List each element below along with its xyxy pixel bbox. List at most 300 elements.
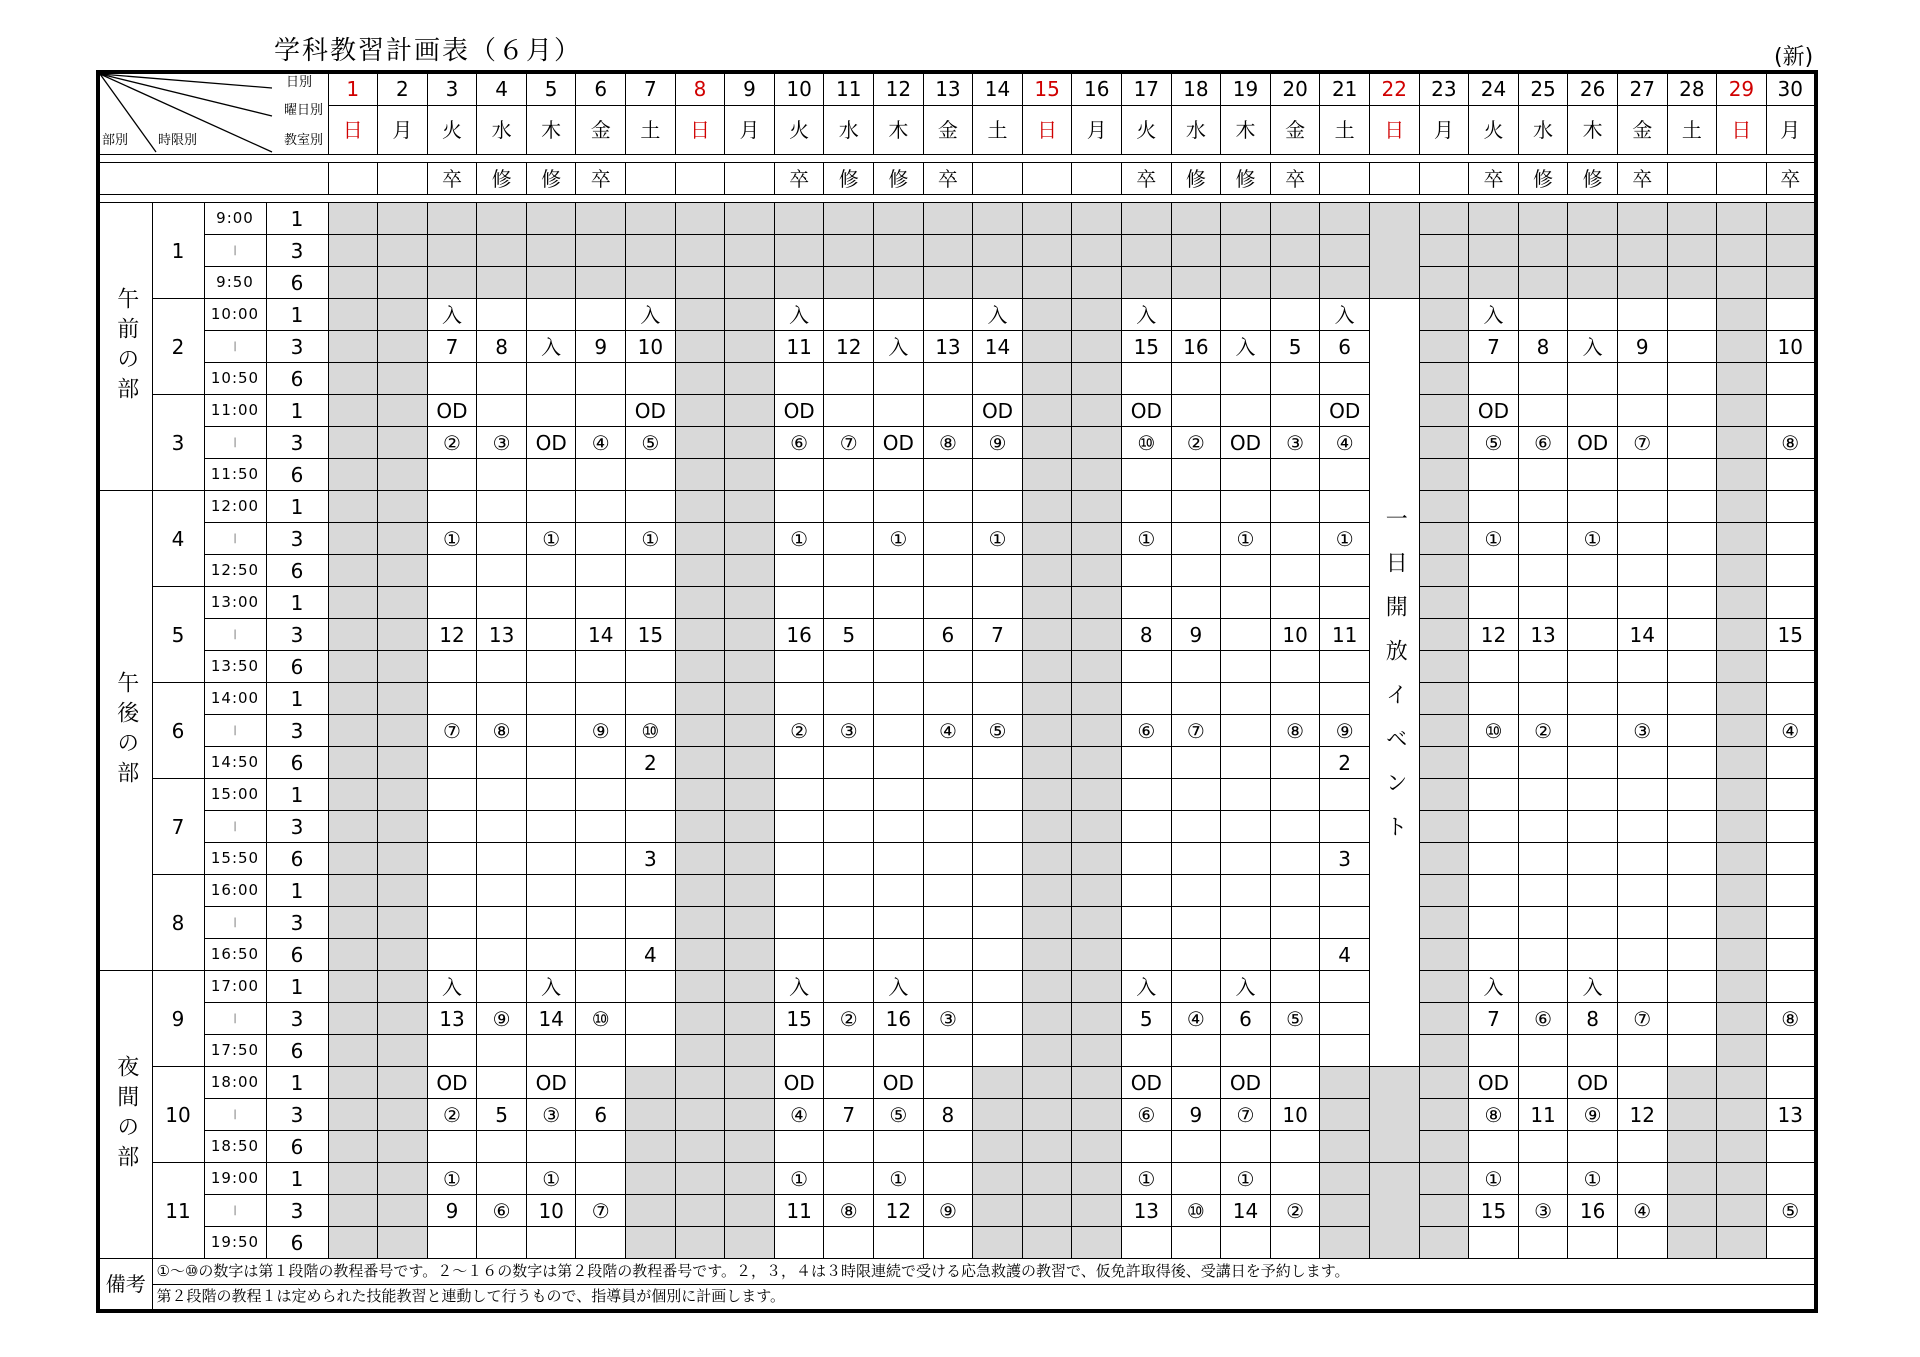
period-number: 9 [152,971,204,1067]
remarks-label: 備考 [98,1259,152,1311]
day-cell [1270,875,1320,907]
day-cell [1122,683,1172,715]
day-cell [1617,491,1667,523]
day-cell [923,1227,973,1259]
day-cell [824,1227,874,1259]
day-cell [1122,555,1172,587]
room-number: 3 [266,1099,328,1131]
room-number: 1 [266,203,328,235]
day-cell [526,459,576,491]
weekday-cell: 日 [1717,105,1767,155]
day-cell [1270,491,1320,523]
day-cell [1667,971,1717,1003]
day-cell [1419,1067,1469,1099]
day-cell: 入 [1221,331,1271,363]
day-cell [1419,523,1469,555]
day-cell [328,1131,378,1163]
day-cell: 11 [774,1195,824,1227]
day-cell [675,331,725,363]
marker-cell: 修 [1221,163,1271,195]
day-cell [576,1067,626,1099]
day-cell: 12 [427,619,477,651]
room-number: 3 [266,427,328,459]
day-cell [1072,1131,1122,1163]
day-cell [328,363,378,395]
day-cell [1667,811,1717,843]
day-cell [1617,907,1667,939]
day-cell [477,875,527,907]
day-cell: OD [427,1067,477,1099]
day-cell [1766,875,1816,907]
day-cell [1022,1227,1072,1259]
day-cell: OD [1568,1067,1618,1099]
day-cell [1221,1227,1271,1259]
marker-cell: 修 [824,163,874,195]
room-number: 6 [266,651,328,683]
day-cell [1667,523,1717,555]
day-cell [1171,907,1221,939]
day-cell [675,1099,725,1131]
room-number: 6 [266,1035,328,1067]
day-cell [477,1131,527,1163]
day-cell [477,203,527,235]
weekday-cell: 月 [378,105,428,155]
day-cell [1667,395,1717,427]
period-end-time: 9:50 [204,267,266,299]
day-cell [1270,651,1320,683]
weekday-axis-label: 曜日別 [284,103,324,118]
day-cell [477,235,527,267]
day-cell: ① [1568,523,1618,555]
day-cell [725,363,775,395]
day-cell: ⑤ [1766,1195,1816,1227]
room-number: 3 [266,1003,328,1035]
day-cell [1667,1067,1717,1099]
day-cell [1320,971,1370,1003]
day-cell [1171,491,1221,523]
day-cell [1419,299,1469,331]
day-cell [1072,587,1122,619]
day-cell [1270,1035,1320,1067]
marker-cell [328,163,378,195]
day-cell [675,875,725,907]
day-cell [1419,843,1469,875]
day-cell [427,811,477,843]
day-cell [1667,203,1717,235]
day-cell [1469,651,1519,683]
day-cell [1568,587,1618,619]
day-cell: ① [1221,1163,1271,1195]
day-cell [328,811,378,843]
day-cell [1221,1035,1271,1067]
day-cell: 15 [1122,331,1172,363]
day-cell [626,907,676,939]
day-cell [1667,555,1717,587]
day-cell: OD [774,1067,824,1099]
weekday-cell: 水 [1171,105,1221,155]
weekday-cell: 水 [1518,105,1568,155]
day-cell [1717,267,1767,299]
day-cell: OD [874,1067,924,1099]
day-cell: 6 [923,619,973,651]
day-cell [1667,459,1717,491]
period-start-time: 13:00 [204,587,266,619]
day-cell [923,523,973,555]
day-cell [1469,203,1519,235]
period-end-time: 19:50 [204,1227,266,1259]
day-cell [1270,747,1320,779]
day-cell [725,267,775,299]
day-cell [725,651,775,683]
day-cell [576,1163,626,1195]
day-cell [1320,651,1370,683]
day-cell [1419,619,1469,651]
marker-cell: 修 [874,163,924,195]
period-end-time: 13:50 [204,651,266,683]
day-cell: ① [626,523,676,555]
day-cell [1270,843,1320,875]
weekday-cell: 土 [973,105,1023,155]
day-cell [824,587,874,619]
day-cell [1419,427,1469,459]
day-cell: OD [1469,1067,1519,1099]
day-cell [1419,715,1469,747]
day-cell [973,267,1023,299]
room-number: 3 [266,235,328,267]
day-cell: ⑦ [1617,427,1667,459]
date-cell: 28 [1667,72,1717,105]
marker-cell: 卒 [427,163,477,195]
day-cell: 6 [576,1099,626,1131]
day-cell [1022,555,1072,587]
day-cell: OD [526,1067,576,1099]
day-cell [526,939,576,971]
day-cell [1766,1067,1816,1099]
day-cell [526,267,576,299]
day-cell [1171,1067,1221,1099]
day-cell: 7 [824,1099,874,1131]
day-cell [477,555,527,587]
room-number: 1 [266,683,328,715]
day-cell [1171,875,1221,907]
day-cell [1022,1131,1072,1163]
day-cell [1122,747,1172,779]
day-cell [725,1195,775,1227]
day-cell [328,1163,378,1195]
day-cell: ① [1469,1163,1519,1195]
day-cell [1221,267,1271,299]
day-cell: 入 [774,299,824,331]
day-cell [427,651,477,683]
day-cell [973,811,1023,843]
day-cell [427,1227,477,1259]
day-cell [1766,651,1816,683]
day-cell [626,875,676,907]
day-cell [378,971,428,1003]
day-cell [1221,235,1271,267]
day-cell [1419,491,1469,523]
day-cell [1518,651,1568,683]
day-cell [576,907,626,939]
day-cell [1320,907,1370,939]
day-cell [626,811,676,843]
marker-cell: 卒 [1617,163,1667,195]
date-cell: 26 [1568,72,1618,105]
day-cell [1419,683,1469,715]
day-cell: 16 [774,619,824,651]
day-cell: ③ [1518,1195,1568,1227]
day-cell [477,779,527,811]
day-cell [1171,299,1221,331]
day-cell [576,267,626,299]
day-cell [1518,747,1568,779]
day-cell [1419,1195,1469,1227]
day-cell [1518,587,1568,619]
day-cell [725,427,775,459]
part-axis-label: 部別 [102,133,129,148]
marker-cell: 修 [526,163,576,195]
weekday-cell: 火 [1122,105,1172,155]
day-cell: OD [1122,1067,1172,1099]
day-cell [576,587,626,619]
day-cell: ① [526,523,576,555]
day-cell [1766,587,1816,619]
day-cell [923,875,973,907]
day-cell [427,555,477,587]
day-cell [725,491,775,523]
day-cell [1469,1035,1519,1067]
day-cell [328,1195,378,1227]
room-number: 3 [266,1195,328,1227]
day-cell [1518,523,1568,555]
day-cell: ⑦ [1171,715,1221,747]
day-cell [1171,459,1221,491]
day-cell [1717,1163,1767,1195]
day-cell [675,683,725,715]
day-cell [675,235,725,267]
day-cell [1171,203,1221,235]
day-cell [973,971,1023,1003]
room-number: 6 [266,1227,328,1259]
day-cell [378,811,428,843]
day-cell [1766,299,1816,331]
weekday-cell: 金 [576,105,626,155]
day-cell [1022,747,1072,779]
day-cell [923,491,973,523]
period-start-time: 11:00 [204,395,266,427]
day-cell [328,203,378,235]
day-cell [328,683,378,715]
day-cell [824,843,874,875]
day-cell: 13 [477,619,527,651]
day-cell: 7 [427,331,477,363]
day-cell [973,1227,1023,1259]
day-cell [874,491,924,523]
day-cell [526,651,576,683]
day-cell [1667,1163,1717,1195]
day-cell [1766,203,1816,235]
day-cell [774,939,824,971]
day-cell [626,235,676,267]
day-cell [328,971,378,1003]
day-cell [675,1003,725,1035]
day-cell [576,939,626,971]
day-cell [1320,1003,1370,1035]
day-cell [774,779,824,811]
day-cell: ② [1171,427,1221,459]
day-cell [1766,971,1816,1003]
day-cell [725,1227,775,1259]
day-cell [1122,1131,1172,1163]
day-cell [973,779,1023,811]
day-cell [973,1067,1023,1099]
day-cell [1171,395,1221,427]
day-cell: ② [774,715,824,747]
day-cell [1617,651,1667,683]
day-cell [1568,363,1618,395]
day-cell: 9 [576,331,626,363]
day-cell [1171,683,1221,715]
day-cell [1122,875,1172,907]
day-cell: ③ [477,427,527,459]
date-cell: 16 [1072,72,1122,105]
date-cell: 3 [427,72,477,105]
day-cell [328,715,378,747]
day-cell [1518,203,1568,235]
day-cell: ③ [923,1003,973,1035]
day-cell [973,555,1023,587]
period-start-time: 18:00 [204,1067,266,1099]
day-cell [973,587,1023,619]
day-cell [328,235,378,267]
day-cell [973,1163,1023,1195]
day-cell [923,1131,973,1163]
day-cell [973,459,1023,491]
period-start-time: 17:00 [204,971,266,1003]
day-cell [526,683,576,715]
day-cell [1320,1163,1370,1195]
day-cell [576,203,626,235]
day-cell [1072,203,1122,235]
day-cell [526,811,576,843]
day-cell [1022,395,1072,427]
day-cell [1270,1163,1320,1195]
marker-cell [1717,163,1767,195]
day-cell [1221,555,1271,587]
day-cell [1320,1035,1370,1067]
day-cell [824,299,874,331]
day-cell [1568,491,1618,523]
day-cell: 15 [1766,619,1816,651]
day-cell: 入 [1122,299,1172,331]
day-cell [477,491,527,523]
day-cell [725,747,775,779]
day-cell [1518,459,1568,491]
day-cell [1617,747,1667,779]
weekday-cell: 水 [824,105,874,155]
day-cell [1171,747,1221,779]
day-cell: ⑧ [477,715,527,747]
remark-line: ①～⑩の数字は第１段階の教程番号です。２～１６の数字は第２段階の教程番号です。２，３，４は３時限連続で受ける応急救護の教習で、仮免許取得後、受講日を予約します。 [152,1259,1816,1285]
day-cell [1667,587,1717,619]
header-diagonal [98,72,328,155]
day-cell: ④ [1171,1003,1221,1035]
day-cell: OD [1469,395,1519,427]
day-cell [378,1099,428,1131]
day-cell: ① [874,523,924,555]
room-number: 1 [266,779,328,811]
day-cell: ① [1469,523,1519,555]
day-cell [1617,203,1667,235]
day-cell [1072,779,1122,811]
day-cell [1469,459,1519,491]
day-cell [1419,1227,1469,1259]
day-cell [874,843,924,875]
day-cell [328,1035,378,1067]
date-cell: 30 [1766,72,1816,105]
day-cell: OD [526,427,576,459]
schedule-table [96,70,1818,1313]
day-cell [1072,907,1122,939]
day-cell: ⑤ [626,427,676,459]
day-cell [675,363,725,395]
day-cell [1171,267,1221,299]
day-cell [1320,459,1370,491]
day-cell [824,555,874,587]
period-end-time: 10:50 [204,363,266,395]
day-cell [576,1131,626,1163]
day-cell [725,1131,775,1163]
day-cell: 入 [874,971,924,1003]
day-cell [725,299,775,331]
day-cell [378,299,428,331]
day-cell [725,235,775,267]
day-cell [1617,939,1667,971]
day-cell [824,235,874,267]
day-cell [1320,203,1370,235]
day-cell [1617,1227,1667,1259]
day-cell [874,235,924,267]
day-cell [477,1163,527,1195]
period-start-time: 19:00 [204,1163,266,1195]
day-cell [378,523,428,555]
day-cell [1270,907,1320,939]
day-cell [1022,299,1072,331]
day-cell [1072,971,1122,1003]
day-cell [328,619,378,651]
day-cell [626,1067,676,1099]
day-cell [1568,907,1618,939]
day-cell [378,587,428,619]
day-cell [675,843,725,875]
day-cell [923,587,973,619]
day-cell [1072,427,1122,459]
day-cell [874,715,924,747]
day-cell [626,203,676,235]
day-cell [675,395,725,427]
day-cell [526,1035,576,1067]
day-cell [774,363,824,395]
day-cell [1171,779,1221,811]
day-cell: 11 [774,331,824,363]
day-cell: OD [1221,427,1271,459]
date-cell: 14 [973,72,1023,105]
day-cell [1270,555,1320,587]
day-cell [1568,459,1618,491]
day-cell [526,299,576,331]
day-cell [973,683,1023,715]
day-cell [1667,267,1717,299]
